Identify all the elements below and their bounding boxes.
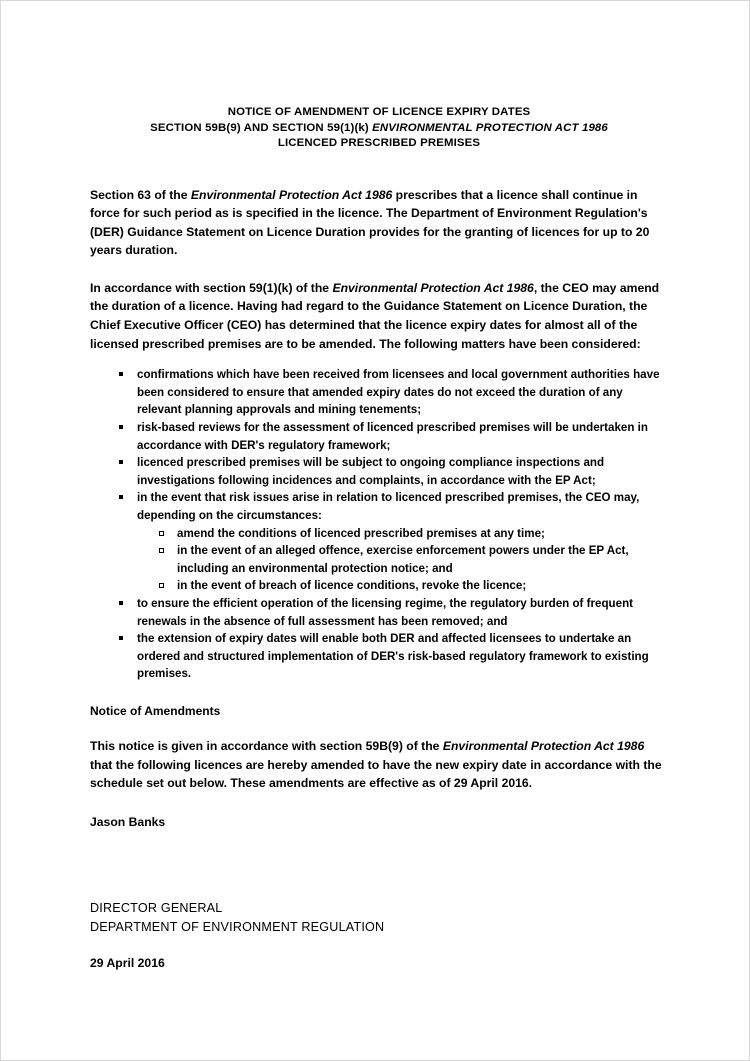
title-line-2-act: ENVIRONMENTAL PROTECTION ACT 1986 (372, 121, 608, 134)
square-bullet-icon (119, 425, 123, 429)
paragraph-1-part2: prescribes that a licence shall continue in force for such period as is specified in the licence. The Department of Environment Regulation's (DER) Guidance Statement on Licence Duration provides for the granting of licences for up to 20 years duration. (90, 187, 650, 258)
title-line-1: NOTICE OF AMENDMENT OF LICENCE EXPIRY DATES (227, 106, 531, 118)
list-item-text: confirmations which have been received from licensees and local government authorities have been considered to ensure that amended expiry dates do not exceed the duration of any relevant planning approvals and mining tenements; (137, 368, 660, 417)
footer-block (90, 899, 668, 970)
sub-list-item-text: in the event of an alleged offence, exercise enforcement powers under the EP Act, including an environmental protection notice; and (177, 544, 629, 575)
signature-name: Jason Banks (90, 814, 166, 829)
title-line-3: LICENCED PRESCRIBED PREMISES (277, 137, 481, 149)
square-bullet-icon (119, 636, 123, 640)
paragraph-3-part1: This notice is given in accordance with section 59B(9) of the (90, 738, 443, 753)
list-item (90, 419, 668, 454)
footer-date: 29 April 2016 (90, 956, 165, 970)
sub-list-item-text: in the event of breach of licence conditions, revoke the licence; (177, 579, 527, 593)
paragraph-1-act: Environmental Protection Act 1986 (190, 187, 393, 202)
list-item-text: the extension of expiry dates will enable both DER and affected licensees to undertake an ordered and structured implementation of DER's risk-based regulatory framework to existing premises. (137, 632, 649, 681)
list-item-text: to ensure the efficient operation of the licensing regime, the regulatory burden of frequent renewals in the absence of full assessment has been removed; and (137, 596, 634, 628)
list-item (90, 366, 668, 419)
considerations-list (90, 366, 668, 683)
ceo-powers-sublist (137, 525, 668, 595)
title-line-2-prefix: SECTION 59B(9) AND SECTION 59(1)(k) (150, 121, 373, 134)
list-item-text: in the event that risk issues arise in relation to licenced prescribed premises, the CEO may, depending on the circumstances: (137, 491, 640, 522)
list-item-text: licenced prescribed premises will be subject to ongoing compliance inspections and investigations following incidences and complaints, in accordance with the EP Act; (137, 456, 605, 487)
paragraph-2-part1: In accordance with section 59(1)(k) of the (90, 280, 333, 295)
paragraph-3-part2: that the following licences are hereby amended to have the new expiry date in accordance with the schedule set out below. These amendments are effective as of 29 April 2016. (90, 757, 662, 791)
list-item (90, 454, 668, 489)
footer-department: DEPARTMENT OF ENVIRONMENT REGULATION (90, 919, 385, 934)
paragraph-2-part2: , the CEO may amend the duration of a licence. Having had regard to the Guidance Statement on Licence Duration, the Chief Executive Officer (CEO) has determined that the licence expiry dates for almost all of the licensed prescribed premises are to be amended. The following matters have been considered: (90, 280, 660, 351)
paragraph-3-act: Environmental Protection Act 1986 (442, 738, 645, 753)
footer-role: DIRECTOR GENERAL (90, 901, 223, 915)
list-item (90, 489, 668, 595)
hollow-square-bullet-icon (159, 548, 164, 553)
sub-list-item (137, 542, 668, 577)
square-bullet-icon (119, 372, 123, 376)
title-line-2 (90, 121, 668, 137)
paragraph-1 (90, 186, 668, 260)
document-title-block (90, 105, 668, 152)
notice-of-amendments-heading: Notice of Amendments (90, 703, 221, 718)
paragraph-1-part1: Section 63 of the (90, 187, 191, 202)
square-bullet-icon (119, 601, 123, 605)
hollow-square-bullet-icon (159, 583, 164, 588)
sub-list-item (137, 525, 668, 543)
list-item (90, 630, 668, 683)
square-bullet-icon (119, 460, 123, 464)
paragraph-3 (90, 737, 668, 793)
document-content (90, 105, 668, 831)
sub-list-item (137, 577, 668, 595)
list-item-text: risk-based reviews for the assessment of licenced prescribed premises will be undertaken in accordance with DER's regulatory framework; (137, 421, 648, 452)
sub-list-item-text: amend the conditions of licenced prescribed premises at any time; (177, 526, 545, 540)
hollow-square-bullet-icon (159, 531, 164, 536)
list-item (90, 595, 668, 630)
paragraph-2-act: Environmental Protection Act 1986 (332, 280, 534, 295)
paragraph-2 (90, 279, 668, 353)
square-bullet-icon (119, 495, 123, 499)
